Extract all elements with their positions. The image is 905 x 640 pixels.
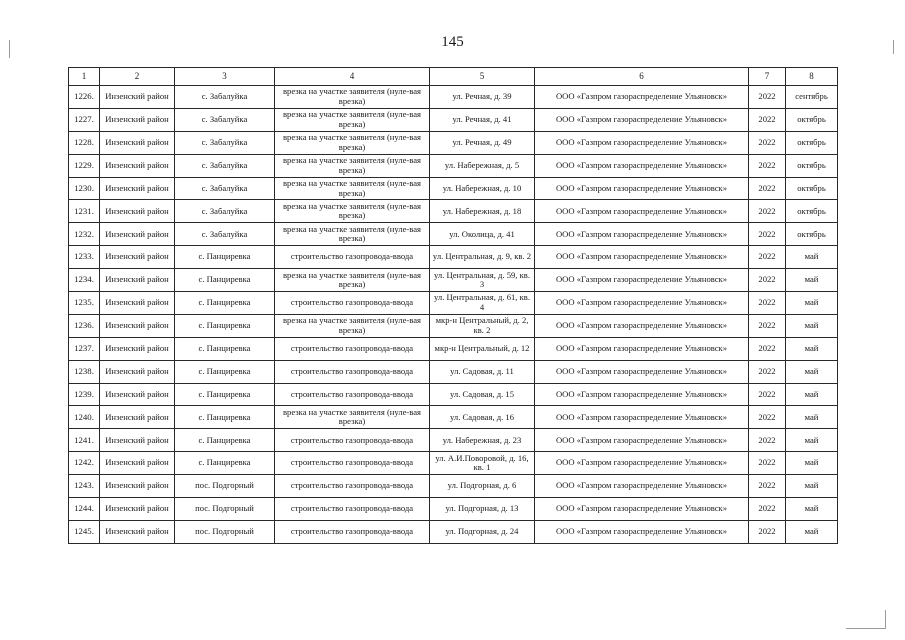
row-number-cell: 1226.	[69, 86, 100, 109]
month-cell: октябрь	[786, 108, 838, 131]
table-row	[69, 108, 838, 131]
district-cell: Инзенский район	[100, 223, 175, 246]
settlement-cell: пос. Подгорный	[175, 520, 275, 543]
address-cell: ул. Подгорная, д. 24	[430, 520, 535, 543]
work-type-cell: строительство газопровода-ввода	[275, 520, 430, 543]
organization-cell: ООО «Газпром газораспределение Ульяновск»	[535, 360, 749, 383]
year-cell: 2022	[749, 86, 786, 109]
table-row	[69, 292, 838, 315]
settlement-cell: с. Панциревка	[175, 452, 275, 475]
month-cell: сентябрь	[786, 86, 838, 109]
district-cell: Инзенский район	[100, 154, 175, 177]
district-cell: Инзенский район	[100, 429, 175, 452]
row-number-cell: 1242.	[69, 452, 100, 475]
table-row	[69, 269, 838, 292]
address-cell: ул. Набережная, д. 23	[430, 429, 535, 452]
address-cell: ул. Речная, д. 49	[430, 131, 535, 154]
month-cell: май	[786, 520, 838, 543]
month-cell: май	[786, 498, 838, 521]
address-cell: ул. Центральная, д. 59, кв. 3	[430, 269, 535, 292]
district-cell: Инзенский район	[100, 337, 175, 360]
address-cell: ул. А.И.Поворовой, д. 16, кв. 1	[430, 452, 535, 475]
table-row	[69, 452, 838, 475]
organization-cell: ООО «Газпром газораспределение Ульяновск»	[535, 498, 749, 521]
row-number-cell: 1236.	[69, 314, 100, 337]
organization-cell: ООО «Газпром газораспределение Ульяновск»	[535, 177, 749, 200]
work-type-cell: строительство газопровода-ввода	[275, 475, 430, 498]
work-type-cell: врезка на участке заявителя (нуле-вая врезка)	[275, 223, 430, 246]
settlement-cell: с. Забалуйка	[175, 200, 275, 223]
row-number-cell: 1229.	[69, 154, 100, 177]
address-cell: ул. Околица, д. 41	[430, 223, 535, 246]
organization-cell: ООО «Газпром газораспределение Ульяновск»	[535, 337, 749, 360]
table-row	[69, 406, 838, 429]
row-number-cell: 1231.	[69, 200, 100, 223]
organization-cell: ООО «Газпром газораспределение Ульяновск»	[535, 429, 749, 452]
column-header: 2	[100, 68, 175, 86]
month-cell: май	[786, 246, 838, 269]
organization-cell: ООО «Газпром газораспределение Ульяновск»	[535, 200, 749, 223]
settlement-cell: с. Панциревка	[175, 429, 275, 452]
work-type-cell: строительство газопровода-ввода	[275, 498, 430, 521]
district-cell: Инзенский район	[100, 360, 175, 383]
district-cell: Инзенский район	[100, 131, 175, 154]
district-cell: Инзенский район	[100, 108, 175, 131]
year-cell: 2022	[749, 429, 786, 452]
month-cell: май	[786, 269, 838, 292]
address-cell: ул. Садовая, д. 16	[430, 406, 535, 429]
district-cell: Инзенский район	[100, 383, 175, 406]
month-cell: май	[786, 337, 838, 360]
row-number-cell: 1237.	[69, 337, 100, 360]
table-header-row	[69, 68, 838, 86]
year-cell: 2022	[749, 337, 786, 360]
organization-cell: ООО «Газпром газораспределение Ульяновск»	[535, 475, 749, 498]
row-number-cell: 1245.	[69, 520, 100, 543]
year-cell: 2022	[749, 269, 786, 292]
work-type-cell: строительство газопровода-ввода	[275, 429, 430, 452]
table-row	[69, 429, 838, 452]
address-cell: ул. Набережная, д. 5	[430, 154, 535, 177]
district-cell: Инзенский район	[100, 520, 175, 543]
row-number-cell: 1238.	[69, 360, 100, 383]
month-cell: октябрь	[786, 131, 838, 154]
month-cell: май	[786, 475, 838, 498]
settlement-cell: с. Забалуйка	[175, 223, 275, 246]
column-header: 7	[749, 68, 786, 86]
work-type-cell: врезка на участке заявителя (нуле-вая врезка)	[275, 314, 430, 337]
district-cell: Инзенский район	[100, 269, 175, 292]
year-cell: 2022	[749, 108, 786, 131]
district-cell: Инзенский район	[100, 314, 175, 337]
district-cell: Инзенский район	[100, 177, 175, 200]
month-cell: октябрь	[786, 200, 838, 223]
year-cell: 2022	[749, 452, 786, 475]
district-cell: Инзенский район	[100, 406, 175, 429]
district-cell: Инзенский район	[100, 292, 175, 315]
work-type-cell: врезка на участке заявителя (нуле-вая врезка)	[275, 131, 430, 154]
settlement-cell: с. Забалуйка	[175, 177, 275, 200]
work-type-cell: врезка на участке заявителя (нуле-вая врезка)	[275, 269, 430, 292]
work-type-cell: строительство газопровода-ввода	[275, 246, 430, 269]
table-row	[69, 475, 838, 498]
year-cell: 2022	[749, 131, 786, 154]
month-cell: май	[786, 452, 838, 475]
table-row	[69, 520, 838, 543]
work-type-cell: строительство газопровода-ввода	[275, 383, 430, 406]
organization-cell: ООО «Газпром газораспределение Ульяновск»	[535, 86, 749, 109]
work-type-cell: врезка на участке заявителя (нуле-вая врезка)	[275, 154, 430, 177]
month-cell: октябрь	[786, 223, 838, 246]
column-header: 8	[786, 68, 838, 86]
settlement-cell: с. Панциревка	[175, 246, 275, 269]
month-cell: май	[786, 360, 838, 383]
work-type-cell: строительство газопровода-ввода	[275, 292, 430, 315]
row-number-cell: 1234.	[69, 269, 100, 292]
row-number-cell: 1239.	[69, 383, 100, 406]
month-cell: май	[786, 314, 838, 337]
settlement-cell: с. Забалуйка	[175, 86, 275, 109]
organization-cell: ООО «Газпром газораспределение Ульяновск»	[535, 406, 749, 429]
address-cell: ул. Речная, д. 41	[430, 108, 535, 131]
organization-cell: ООО «Газпром газораспределение Ульяновск»	[535, 520, 749, 543]
month-cell: май	[786, 292, 838, 315]
table-row	[69, 314, 838, 337]
address-cell: ул. Подгорная, д. 13	[430, 498, 535, 521]
column-header: 1	[69, 68, 100, 86]
work-type-cell: врезка на участке заявителя (нуле-вая врезка)	[275, 200, 430, 223]
district-cell: Инзенский район	[100, 452, 175, 475]
scan-mark	[846, 628, 886, 629]
year-cell: 2022	[749, 200, 786, 223]
row-number-cell: 1240.	[69, 406, 100, 429]
address-cell: мкр-н Центральный, д. 12	[430, 337, 535, 360]
column-header: 5	[430, 68, 535, 86]
address-cell: ул. Набережная, д. 18	[430, 200, 535, 223]
row-number-cell: 1243.	[69, 475, 100, 498]
organization-cell: ООО «Газпром газораспределение Ульяновск»	[535, 223, 749, 246]
organization-cell: ООО «Газпром газораспределение Ульяновск»	[535, 154, 749, 177]
settlement-cell: с. Панциревка	[175, 406, 275, 429]
table-body	[69, 86, 838, 544]
row-number-cell: 1233.	[69, 246, 100, 269]
column-header: 6	[535, 68, 749, 86]
table-row	[69, 246, 838, 269]
settlement-cell: с. Панциревка	[175, 314, 275, 337]
table-row	[69, 131, 838, 154]
table-row	[69, 200, 838, 223]
district-cell: Инзенский район	[100, 86, 175, 109]
work-type-cell: врезка на участке заявителя (нуле-вая врезка)	[275, 177, 430, 200]
row-number-cell: 1232.	[69, 223, 100, 246]
year-cell: 2022	[749, 246, 786, 269]
year-cell: 2022	[749, 360, 786, 383]
year-cell: 2022	[749, 498, 786, 521]
year-cell: 2022	[749, 406, 786, 429]
work-type-cell: врезка на участке заявителя (нуле-вая врезка)	[275, 108, 430, 131]
row-number-cell: 1235.	[69, 292, 100, 315]
table-row	[69, 337, 838, 360]
row-number-cell: 1241.	[69, 429, 100, 452]
settlement-cell: с. Панциревка	[175, 269, 275, 292]
district-cell: Инзенский район	[100, 498, 175, 521]
month-cell: май	[786, 429, 838, 452]
organization-cell: ООО «Газпром газораспределение Ульяновск»	[535, 292, 749, 315]
month-cell: октябрь	[786, 177, 838, 200]
data-table	[68, 67, 838, 544]
year-cell: 2022	[749, 383, 786, 406]
district-cell: Инзенский район	[100, 246, 175, 269]
settlement-cell: пос. Подгорный	[175, 498, 275, 521]
work-type-cell: строительство газопровода-ввода	[275, 452, 430, 475]
settlement-cell: с. Панциревка	[175, 383, 275, 406]
organization-cell: ООО «Газпром газораспределение Ульяновск»	[535, 314, 749, 337]
row-number-cell: 1228.	[69, 131, 100, 154]
organization-cell: ООО «Газпром газораспределение Ульяновск»	[535, 383, 749, 406]
year-cell: 2022	[749, 475, 786, 498]
address-cell: ул. Подгорная, д. 6	[430, 475, 535, 498]
row-number-cell: 1230.	[69, 177, 100, 200]
year-cell: 2022	[749, 177, 786, 200]
scan-mark	[893, 40, 894, 54]
scan-mark	[9, 40, 10, 58]
address-cell: ул. Садовая, д. 15	[430, 383, 535, 406]
table-row	[69, 223, 838, 246]
year-cell: 2022	[749, 314, 786, 337]
table-row	[69, 360, 838, 383]
settlement-cell: с. Забалуйка	[175, 154, 275, 177]
organization-cell: ООО «Газпром газораспределение Ульяновск»	[535, 269, 749, 292]
organization-cell: ООО «Газпром газораспределение Ульяновск»	[535, 108, 749, 131]
table-row	[69, 86, 838, 109]
work-type-cell: строительство газопровода-ввода	[275, 360, 430, 383]
year-cell: 2022	[749, 520, 786, 543]
settlement-cell: с. Панциревка	[175, 337, 275, 360]
organization-cell: ООО «Газпром газораспределение Ульяновск»	[535, 452, 749, 475]
address-cell: ул. Центральная, д. 9, кв. 2	[430, 246, 535, 269]
work-type-cell: врезка на участке заявителя (нуле-вая врезка)	[275, 86, 430, 109]
year-cell: 2022	[749, 223, 786, 246]
settlement-cell: с. Забалуйка	[175, 108, 275, 131]
address-cell: ул. Набережная, д. 10	[430, 177, 535, 200]
row-number-cell: 1244.	[69, 498, 100, 521]
table-row	[69, 383, 838, 406]
work-type-cell: врезка на участке заявителя (нуле-вая врезка)	[275, 406, 430, 429]
scan-mark	[885, 610, 886, 628]
table-row	[69, 177, 838, 200]
settlement-cell: с. Забалуйка	[175, 131, 275, 154]
year-cell: 2022	[749, 292, 786, 315]
month-cell: октябрь	[786, 154, 838, 177]
month-cell: май	[786, 383, 838, 406]
district-cell: Инзенский район	[100, 475, 175, 498]
table-row	[69, 154, 838, 177]
organization-cell: ООО «Газпром газораспределение Ульяновск»	[535, 131, 749, 154]
address-cell: ул. Центральная, д. 61, кв. 4	[430, 292, 535, 315]
organization-cell: ООО «Газпром газораспределение Ульяновск»	[535, 246, 749, 269]
page-number: 145	[441, 34, 464, 50]
work-type-cell: строительство газопровода-ввода	[275, 337, 430, 360]
address-cell: мкр-н Центральный, д. 2, кв. 2	[430, 314, 535, 337]
settlement-cell: с. Панциревка	[175, 360, 275, 383]
settlement-cell: с. Панциревка	[175, 292, 275, 315]
table-row	[69, 498, 838, 521]
month-cell: май	[786, 406, 838, 429]
year-cell: 2022	[749, 154, 786, 177]
column-header: 4	[275, 68, 430, 86]
address-cell: ул. Речная, д. 39	[430, 86, 535, 109]
district-cell: Инзенский район	[100, 200, 175, 223]
address-cell: ул. Садовая, д. 11	[430, 360, 535, 383]
column-header: 3	[175, 68, 275, 86]
row-number-cell: 1227.	[69, 108, 100, 131]
settlement-cell: пос. Подгорный	[175, 475, 275, 498]
